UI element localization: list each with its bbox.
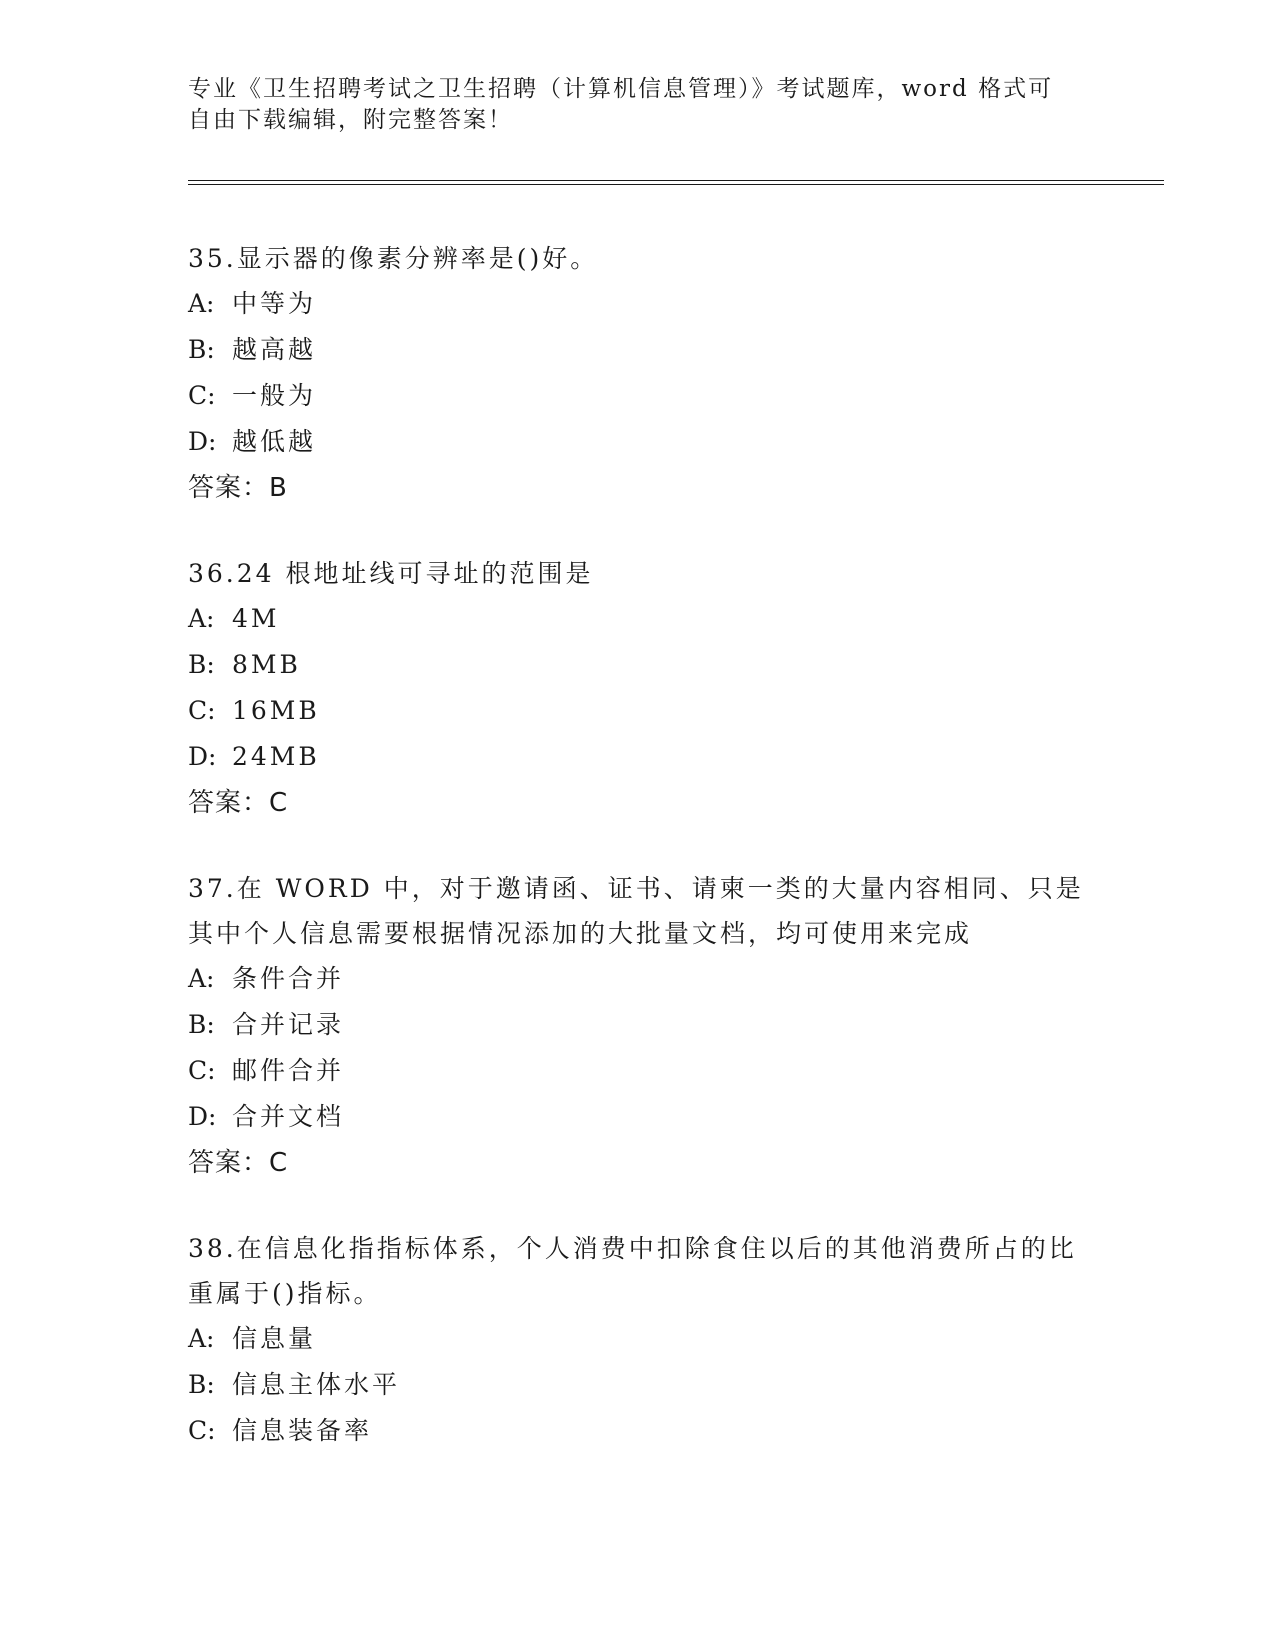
option-text: 8MB <box>232 650 301 679</box>
option-c <box>188 1408 1088 1454</box>
option-text: 邮件合并 <box>232 1056 345 1085</box>
option-c <box>188 373 1088 419</box>
option-text: 条件合并 <box>232 964 345 993</box>
option-b <box>188 642 1088 688</box>
option-text: 4M <box>232 604 280 633</box>
option-letter: B: <box>188 1370 215 1399</box>
option-a <box>188 1316 1088 1362</box>
question-35 <box>188 236 1088 511</box>
question-37 <box>188 866 1088 1186</box>
option-b <box>188 1002 1088 1048</box>
header-divider-top <box>188 180 1164 181</box>
option-letter: B: <box>188 650 215 679</box>
document-header: 专业《卫生招聘考试之卫生招聘（计算机信息管理）》考试题库，word 格式可自由下载编辑，附完整答案！ <box>188 76 1054 133</box>
question-38 <box>188 1226 1088 1454</box>
option-c <box>188 1048 1088 1094</box>
question-stem: 36.24 根地址线可寻址的范围是 <box>188 559 594 588</box>
option-letter: D: <box>188 742 217 771</box>
question-stem: 35.显示器的像素分辨率是()好。 <box>188 244 599 273</box>
option-text: 信息装备率 <box>232 1416 373 1445</box>
option-text: 信息量 <box>232 1324 317 1353</box>
option-letter: D: <box>188 427 217 456</box>
option-text: 合并文档 <box>232 1102 345 1131</box>
option-text: 16MB <box>232 696 320 725</box>
option-d <box>188 734 1088 780</box>
option-text: 一般为 <box>232 381 317 410</box>
answer-line: 答案：B <box>188 473 288 503</box>
option-text: 合并记录 <box>232 1010 345 1039</box>
option-b <box>188 327 1088 373</box>
option-letter: A: <box>188 1324 215 1353</box>
option-c <box>188 688 1088 734</box>
option-b <box>188 1362 1088 1408</box>
option-letter: C: <box>188 696 216 725</box>
option-a <box>188 956 1088 1002</box>
option-letter: A: <box>188 604 215 633</box>
option-letter: D: <box>188 1102 217 1131</box>
option-text: 信息主体水平 <box>232 1370 401 1399</box>
option-a <box>188 281 1088 327</box>
option-d <box>188 419 1088 465</box>
option-letter: C: <box>188 381 216 410</box>
option-letter: A: <box>188 289 215 318</box>
option-a <box>188 596 1088 642</box>
question-36 <box>188 551 1088 826</box>
question-list <box>188 236 1088 1494</box>
answer-line: 答案：C <box>188 1148 289 1178</box>
option-text: 越低越 <box>232 427 317 456</box>
header-divider-bottom <box>188 184 1164 185</box>
question-stem: 37.在 WORD 中，对于邀请函、证书、请柬一类的大量内容相同、只是其中个人信息需要根据情况添加的大批量文档，均可使用来完成 <box>188 874 1084 948</box>
option-letter: B: <box>188 335 215 364</box>
option-letter: A: <box>188 964 215 993</box>
option-d <box>188 1094 1088 1140</box>
option-letter: C: <box>188 1416 216 1445</box>
option-letter: C: <box>188 1056 216 1085</box>
option-text: 越高越 <box>232 335 317 364</box>
option-text: 中等为 <box>232 289 317 318</box>
answer-line: 答案：C <box>188 788 289 818</box>
option-letter: B: <box>188 1010 215 1039</box>
option-text: 24MB <box>232 742 320 771</box>
question-stem: 38.在信息化指指标体系，个人消费中扣除食住以后的其他消费所占的比重属于()指标。 <box>188 1234 1077 1308</box>
